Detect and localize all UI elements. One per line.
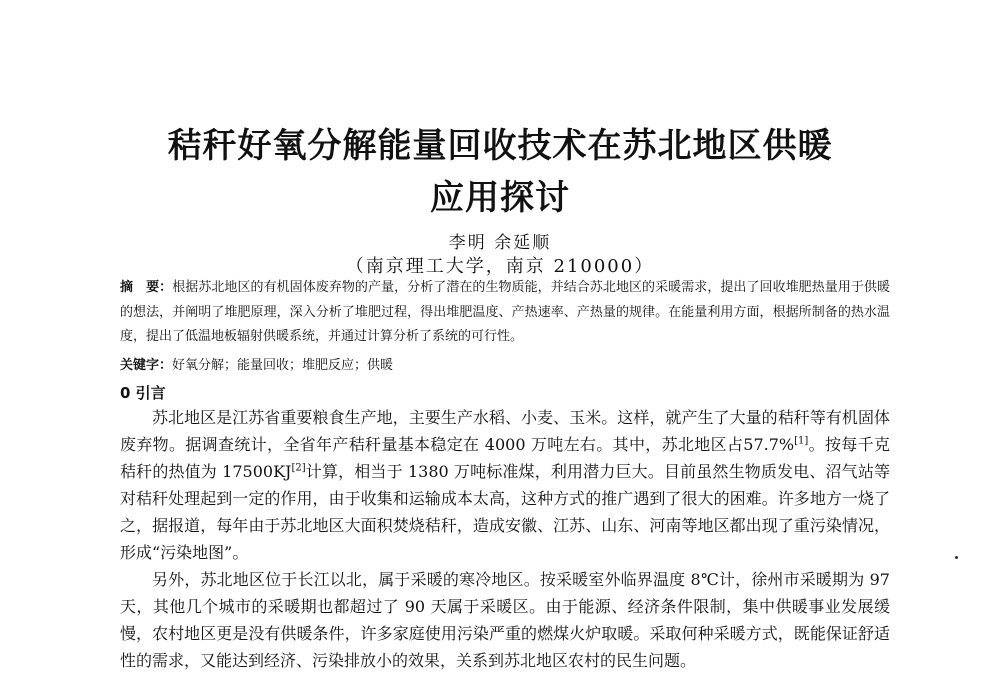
- section-heading-introduction: 0 引言: [120, 384, 166, 402]
- paragraph-1-part-2: 。按每千克秸秆的热值为 17500KJ: [120, 435, 890, 481]
- keywords-text: 好氧分解；能量回收；堆肥反应；供暖: [172, 358, 394, 373]
- body-text: [120, 404, 890, 674]
- citation-ref-2[interactable]: [2]: [291, 462, 306, 474]
- abstract: [120, 276, 890, 350]
- paragraph-2: 另外，苏北地区位于长江以北，属于采暖的寒冷地区。按采暖室外临界温度 8℃计，徐州市采暖期为 97 天，其他几个城市的采暖期也都超过了 90 天属于采暖区。由于能源、经济条件限制，集中供暖事业发展缓慢，农村地区更是没有供暖条件，许多家庭使用污染严重的燃煤火炉取暖。采取何种采暖方式，既能保证舒适性的需求，又能达到经济、污染排放小的效果，关系到苏北地区农村的民生问题。: [120, 570, 890, 670]
- abstract-label: 摘 要：: [120, 280, 173, 295]
- citation-ref-1[interactable]: [1]: [794, 435, 809, 447]
- paper-title-line-1: 秸秆好氧分解能量回收技术在苏北地区供暖: [167, 126, 833, 166]
- keywords-label: 关键字：: [120, 358, 173, 373]
- paragraph-1-part-3: 计算，相当于 1380 万吨标准煤，利用潜力巨大。目前虽然生物质发电、沼气站等对秸秆处理起到一定的作用，由于收集和运输成本太高，这种方式的推广遇到了很大的困难。许多地方一烧了之，据报道，每年由于苏北地区大面积焚烧秸秆，造成安徽、江苏、山东、河南等地区都出现了重污染情况，形成“污染地图”。: [120, 462, 890, 562]
- abstract-text: 根据苏北地区的有机固体废弃物的产量，分析了潜在的生物质能，并结合苏北地区的采暖需求，提出了回收堆肥热量用于供暖的想法，并阐明了堆肥原理，深入分析了堆肥过程，得出堆肥温度、产热速率、产热量的规律。在能量利用方面，根据所制备的热水温度，提出了低温地板辐射供暖系统，并通过计算分析了系统的可行性。: [120, 280, 890, 344]
- paragraph-1-part-1: 苏北地区是江苏省重要粮食生产地，主要生产水稻、小麦、玉米。这样，就产生了大量的秸秆等有机固体废弃物。据调查统计，全省年产秸秆量基本稳定在 4000 万吨左右。其中，苏北地区占57.7%: [120, 408, 890, 454]
- paper-title-line-2: 应用探讨: [430, 178, 570, 218]
- authors: 李明 余延顺: [448, 233, 552, 253]
- paragraph-1: [120, 404, 890, 566]
- keywords: [120, 356, 890, 376]
- scan-speck: [955, 556, 958, 559]
- affiliation: （南京理工大学，南京 210000）: [345, 256, 655, 277]
